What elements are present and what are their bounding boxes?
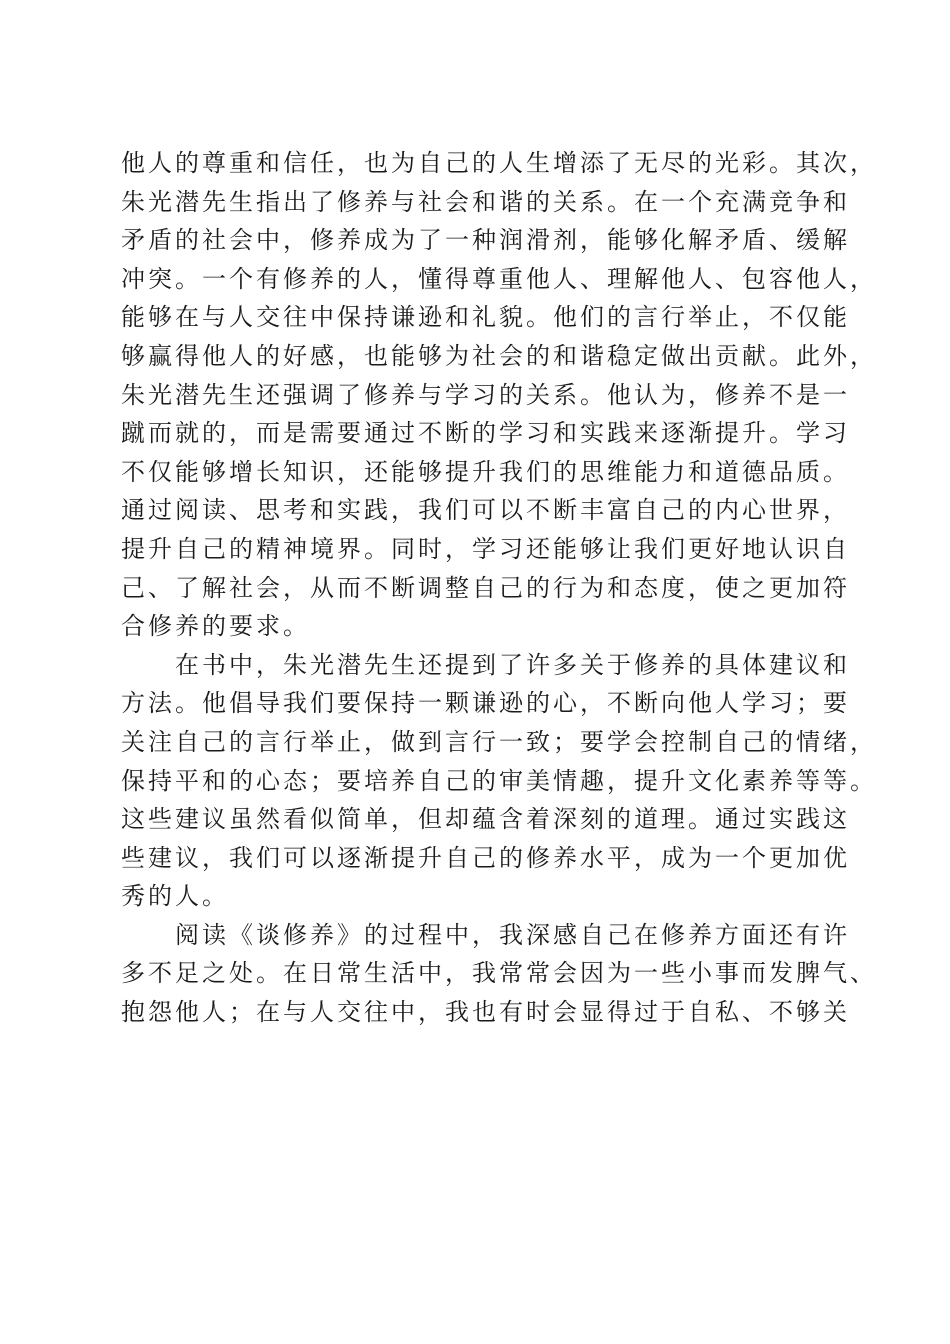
text-line: 方法。他倡导我们要保持一颗谦逊的心，不断向他人学习；要 [121,689,850,718]
text-line: 关注自己的言行举止，做到言行一致；要学会控制自己的情绪， [121,727,877,756]
text-line: 不仅能够增长知识，还能够提升我们的思维能力和道德品质。 [121,457,850,486]
text-line: 这些建议虽然看似简单，但却蕴含着深刻的道理。通过实践这 [121,805,850,834]
text-line: 阅读《谈修养》的过程中，我深感自己在修养方面还有许 [121,920,850,949]
text-line: 多不足之处。在日常生活中，我常常会因为一些小事而发脾气、 [121,959,877,988]
text-line: 他人的尊重和信任，也为自己的人生增添了无尽的光彩。其次， [121,149,877,177]
text-line: 己、了解社会，从而不断调整自己的行为和态度，使之更加符 [121,573,850,602]
text-line: 些建议，我们可以逐渐提升自己的修养水平，成为一个更加优 [121,843,850,872]
text-line: 秀的人。 [121,882,229,911]
text-line: 够赢得他人的好感，也能够为社会的和谐稳定做出贡献。此外， [121,341,877,370]
text-line: 抱怨他人；在与人交往中，我也有时会显得过于自私、不够关 [121,998,850,1027]
text-line: 矛盾的社会中，修养成为了一种润滑剂，能够化解矛盾、缓解 [121,226,850,255]
text-line: 在书中，朱光潜先生还提到了许多关于修养的具体建议和 [121,650,850,679]
body-text [121,144,877,1032]
text-line: 蹴而就的，而是需要通过不断的学习和实践来逐渐提升。学习 [121,419,850,448]
text-line: 朱光潜先生还强调了修养与学习的关系。他认为，修养不是一 [121,380,850,409]
text-line: 冲突。一个有修养的人，懂得尊重他人、理解他人、包容他人， [121,264,877,293]
text-line: 提升自己的精神境界。同时，学习还能够让我们更好地认识自 [121,534,850,563]
text-line: 合修养的要求。 [121,612,310,641]
text-line: 能够在与人交往中保持谦逊和礼貌。他们的言行举止，不仅能 [121,303,850,332]
text-line: 朱光潜先生指出了修养与社会和谐的关系。在一个充满竞争和 [121,187,850,216]
text-line: 保持平和的心态；要培养自己的审美情趣，提升文化素养等等。 [121,766,877,795]
text-line: 通过阅读、思考和实践，我们可以不断丰富自己的内心世界， [121,496,850,525]
